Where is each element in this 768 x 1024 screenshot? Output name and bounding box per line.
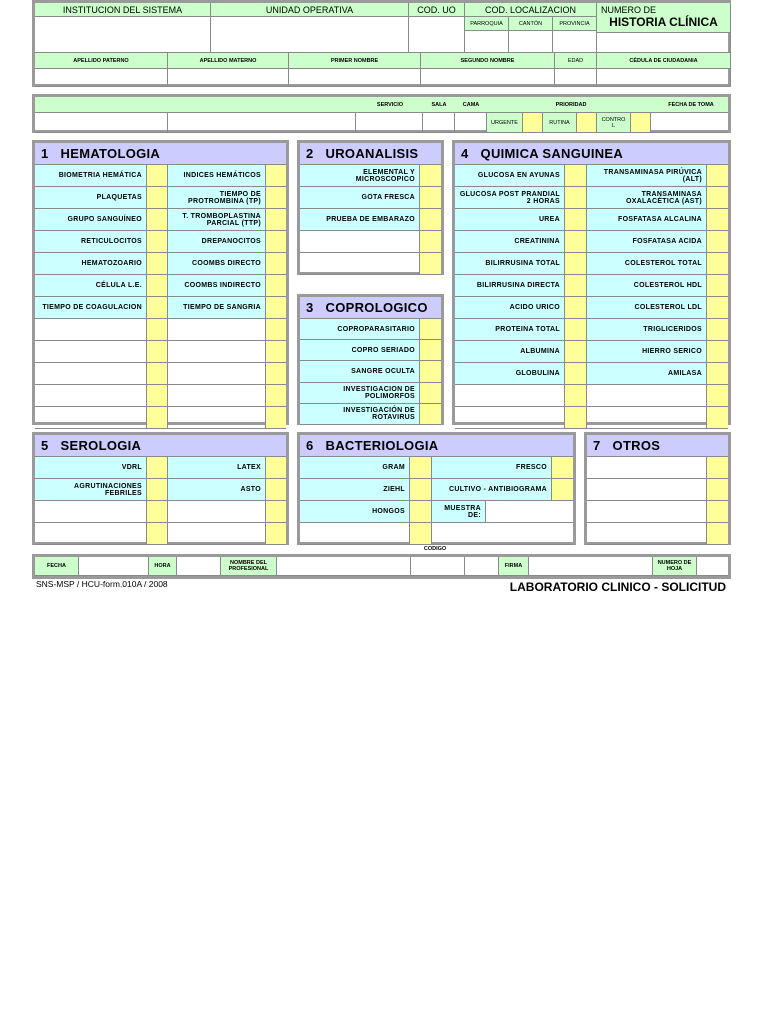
signature-block xyxy=(32,554,731,579)
test-checkbox-ziehl[interactable] xyxy=(410,479,432,501)
blank-test-field[interactable] xyxy=(587,479,707,501)
fecha-toma-label: FECHA DE TOMA xyxy=(668,102,714,108)
test-checkbox-agrutinaciones-febriles[interactable] xyxy=(147,479,168,501)
test-checkbox-gota-fresca[interactable] xyxy=(420,187,441,209)
cedula-field[interactable] xyxy=(597,69,731,87)
blank-test-field[interactable] xyxy=(587,523,707,545)
blank-checkbox[interactable] xyxy=(707,385,728,407)
blank-checkbox[interactable] xyxy=(707,501,728,523)
blank-checkbox[interactable] xyxy=(707,457,728,479)
servicio-field[interactable] xyxy=(356,113,423,133)
blank-test-field[interactable] xyxy=(35,501,147,523)
test-checkbox-indices-hematicos[interactable] xyxy=(266,165,286,187)
test-label-globulina: GLOBULINA xyxy=(455,363,565,385)
otros-title xyxy=(587,435,728,457)
blank-test-field[interactable] xyxy=(168,407,266,429)
test-label-coombs-indirecto: COOMBS INDIRECTO xyxy=(168,275,266,297)
blank-test-field[interactable] xyxy=(35,319,147,341)
test-checkbox-colesterol-total[interactable] xyxy=(707,253,728,275)
blank-checkbox[interactable] xyxy=(266,407,286,429)
test-label-asto: ASTO xyxy=(168,479,266,501)
test-label-latex: LATEX xyxy=(168,457,266,479)
muestra-de-field[interactable] xyxy=(486,501,573,523)
blank-test-field[interactable] xyxy=(168,523,266,545)
bacteriologia-section xyxy=(297,432,576,545)
test-checkbox-tiempo-de-protrombina-tp[interactable] xyxy=(266,187,286,209)
test-label-colesterol-total: COLESTEROL TOTAL xyxy=(587,253,707,275)
blank-test-field[interactable] xyxy=(455,407,565,429)
form-code: SNS-MSP / HCU-form.010A / 2008 xyxy=(36,579,168,589)
apellido-materno-field[interactable] xyxy=(168,69,289,87)
nombre-profesional-label: NOMBRE DEL PROFESIONAL xyxy=(221,557,277,576)
codigo-field[interactable] xyxy=(411,557,465,576)
test-checkbox-grupo-sanguineo[interactable] xyxy=(147,209,168,231)
test-checkbox-hongos[interactable] xyxy=(410,501,432,523)
test-label-transaminasa-oxalacetica-ast: TRANSAMINASA OXALACÉTICA (AST) xyxy=(587,187,707,209)
test-checkbox-t-tromboplastina-parcial-ttp[interactable] xyxy=(266,209,286,231)
parroquia-field[interactable] xyxy=(465,31,509,53)
numero-de-label: NUMERO DE xyxy=(601,5,657,15)
edad-field[interactable] xyxy=(555,69,597,87)
uroanalisis-section xyxy=(297,140,444,275)
blank-checkbox[interactable] xyxy=(565,407,587,429)
coprologico-title xyxy=(300,297,441,319)
blank-checkbox[interactable] xyxy=(147,363,168,385)
blank-checkbox[interactable] xyxy=(266,501,286,523)
test-label-fosfatasa-acida: FOSFATASA ACIDA xyxy=(587,231,707,253)
test-label-copro-seriado: COPRO SERIADO xyxy=(300,340,420,361)
test-checkbox-investigacion-de-rotavirus[interactable] xyxy=(420,404,441,425)
unidad-label: UNIDAD OPERATIVA xyxy=(211,3,409,17)
test-label-colesterol-ldl: COLESTEROL LDL xyxy=(587,297,707,319)
blank-test-field[interactable] xyxy=(455,385,565,407)
blank-test-field[interactable] xyxy=(168,341,266,363)
test-checkbox-amilasa[interactable] xyxy=(707,363,728,385)
blank-test-field[interactable] xyxy=(35,341,147,363)
test-checkbox-elemental-y-microscopico[interactable] xyxy=(420,165,441,187)
test-label-biometria-hematica: BIOMETRIA HEMÁTICA xyxy=(35,165,147,187)
test-checkbox-gram[interactable] xyxy=(410,457,432,479)
section-number: 7 xyxy=(593,438,601,453)
quimica-section xyxy=(452,140,731,425)
test-label-hongos: HONGOS xyxy=(300,501,410,523)
test-checkbox-vdrl[interactable] xyxy=(147,457,168,479)
blank-test-field[interactable] xyxy=(35,523,147,545)
rutina-label: RUTINA xyxy=(543,113,577,133)
test-label-ziehl: ZIEHL xyxy=(300,479,410,501)
blank-checkbox[interactable] xyxy=(147,319,168,341)
test-label-acido-urico: ACIDO URICO xyxy=(455,297,565,319)
section-title-text: UROANALISIS xyxy=(325,146,419,161)
test-label-investigacion-de-rotavirus: INVESTIGACIÓN DE ROTAVIRUS xyxy=(300,404,420,425)
canton-label: CANTÓN xyxy=(509,17,553,31)
codigo-field-b[interactable] xyxy=(465,557,499,576)
institucion-field[interactable] xyxy=(35,17,211,53)
test-checkbox-fosfatasa-acida[interactable] xyxy=(707,231,728,253)
test-label-fresco: FRESCO xyxy=(432,457,552,479)
test-label-bilirrusina-directa: BILIRRUSINA DIRECTA xyxy=(455,275,565,297)
test-label-elemental-y-microscopico: ELEMENTAL Y MICROSCOPICO xyxy=(300,165,420,187)
test-label-investigacion-de-polimorfos: INVESTIGACION DE POLIMORFOS xyxy=(300,383,420,404)
test-label-glucosa-post-prandial-2-horas: GLUCOSA POST PRANDIAL 2 HORAS xyxy=(455,187,565,209)
blank-test-field[interactable] xyxy=(587,457,707,479)
historia-clinica-label: HISTORIA CLÍNICA xyxy=(609,15,718,29)
service-field-b[interactable] xyxy=(168,113,356,133)
section-title-text: BACTERIOLOGIA xyxy=(325,438,439,453)
test-label-tiempo-de-coagulacion: TIEMPO DE COAGULACION xyxy=(35,297,147,319)
test-checkbox-glucosa-en-ayunas[interactable] xyxy=(565,165,587,187)
blank-checkbox[interactable] xyxy=(147,407,168,429)
control-checkbox[interactable] xyxy=(631,113,651,133)
blank-test-field[interactable] xyxy=(35,407,147,429)
test-checkbox-copro-seriado[interactable] xyxy=(420,340,441,361)
section-title-text: HEMATOLOGIA xyxy=(60,146,161,161)
blank-checkbox[interactable] xyxy=(266,319,286,341)
serologia-section xyxy=(32,432,289,545)
test-label-reticulocitos: RETICULOCITOS xyxy=(35,231,147,253)
section-title-text: QUIMICA SANGUINEA xyxy=(480,146,624,161)
test-checkbox-celula-l-e[interactable] xyxy=(147,275,168,297)
blank-test-field[interactable] xyxy=(587,501,707,523)
quimica-title xyxy=(455,143,728,165)
servicio-label: SERVICIO xyxy=(376,102,404,108)
blank-checkbox[interactable] xyxy=(707,479,728,501)
provincia-field[interactable] xyxy=(553,31,597,53)
test-label-tiempo-de-protrombina-tp: TIEMPO DE PROTROMBINA (TP) xyxy=(168,187,266,209)
unidad-field[interactable] xyxy=(211,17,409,53)
test-label-plaquetas: PLAQUETAS xyxy=(35,187,147,209)
cedula-label: CÉDULA DE CIUDADANIA xyxy=(597,53,731,69)
fecha-label: FECHA xyxy=(35,557,79,576)
section-title-text: OTROS xyxy=(612,438,661,453)
test-label-proteina-total: PROTEINA TOTAL xyxy=(455,319,565,341)
test-label-transaminasa-piruvica-alt: TRANSAMINASA PIRÚVICA (ALT) xyxy=(587,165,707,187)
blank-test-field[interactable] xyxy=(35,363,147,385)
blank-checkbox[interactable] xyxy=(147,501,168,523)
test-checkbox-investigacion-de-polimorfos[interactable] xyxy=(420,383,441,404)
test-checkbox-creatinina[interactable] xyxy=(565,231,587,253)
test-label-glucosa-en-ayunas: GLUCOSA EN AYUNAS xyxy=(455,165,565,187)
test-label-coproparasitario: COPROPARASITARIO xyxy=(300,319,420,340)
blank-checkbox[interactable] xyxy=(565,385,587,407)
test-checkbox-tiempo-de-coagulacion[interactable] xyxy=(147,297,168,319)
test-label-fosfatasa-alcalina: FOSFATASA ALCALINA xyxy=(587,209,707,231)
blank-checkbox[interactable] xyxy=(410,523,432,545)
section-number: 3 xyxy=(306,300,314,315)
test-checkbox-coproparasitario[interactable] xyxy=(420,319,441,340)
test-checkbox-colesterol-ldl[interactable] xyxy=(707,297,728,319)
blank-checkbox[interactable] xyxy=(147,341,168,363)
historia-clinica-field[interactable] xyxy=(597,33,731,53)
blank-checkbox[interactable] xyxy=(707,407,728,429)
blank-test-field[interactable] xyxy=(300,253,420,275)
blank-checkbox[interactable] xyxy=(420,253,441,275)
blank-test-field[interactable] xyxy=(168,501,266,523)
section-number: 1 xyxy=(41,146,49,161)
urgente-label: URGENTE xyxy=(487,113,523,133)
primer-nombre-label: PRIMER NOMBRE xyxy=(289,53,421,69)
test-label-t-tromboplastina-parcial-ttp: T. TROMBOPLASTINA PARCIAL (TTP) xyxy=(168,209,266,231)
test-label-celula-l-e: CÉLULA L.E. xyxy=(35,275,147,297)
fecha-toma-field[interactable] xyxy=(651,113,728,133)
firma-label: FIRMA xyxy=(499,557,529,576)
test-label-grupo-sanguineo: GRUPO SANGUÍNEO xyxy=(35,209,147,231)
test-label-gota-fresca: GOTA FRESCA xyxy=(300,187,420,209)
segundo-nombre-label: SEGUNDO NOMBRE xyxy=(421,53,555,69)
fecha-field[interactable] xyxy=(79,557,149,576)
cod-localizacion-label: COD. LOCALIZACION xyxy=(465,3,597,17)
test-checkbox-sangre-oculta[interactable] xyxy=(420,361,441,382)
hora-field[interactable] xyxy=(177,557,221,576)
test-checkbox-transaminasa-piruvica-alt[interactable] xyxy=(707,165,728,187)
test-label-albumina: ALBUMINA xyxy=(455,341,565,363)
blank-test-field[interactable] xyxy=(300,523,410,545)
blank-checkbox[interactable] xyxy=(266,385,286,407)
test-checkbox-acido-urico[interactable] xyxy=(565,297,587,319)
test-checkbox-asto[interactable] xyxy=(266,479,286,501)
section-title-text: COPROLOGICO xyxy=(325,300,428,315)
test-checkbox-drepanocitos[interactable] xyxy=(266,231,286,253)
nombre-profesional-field[interactable] xyxy=(277,557,411,576)
test-label-indices-hematicos: INDICES HEMÁTICOS xyxy=(168,165,266,187)
apellido-paterno-field[interactable] xyxy=(35,69,168,87)
test-label-trigliceridos: TRIGLICERIDOS xyxy=(587,319,707,341)
urgente-checkbox[interactable] xyxy=(523,113,543,133)
uroanalisis-title xyxy=(300,143,441,165)
institucion-label: INSTITUCION DEL SISTEMA xyxy=(35,3,211,17)
parroquia-label: PARROQUIA xyxy=(465,17,509,31)
blank-test-field[interactable] xyxy=(168,319,266,341)
test-checkbox-globulina[interactable] xyxy=(565,363,587,385)
apellido-paterno-label: APELLIDO PATERNO xyxy=(35,53,168,69)
test-checkbox-tiempo-de-sangria[interactable] xyxy=(266,297,286,319)
coprologico-section xyxy=(297,294,444,425)
test-label-prueba-de-embarazo: PRUEBA DE EMBARAZO xyxy=(300,209,420,231)
numero-hoja-field[interactable] xyxy=(697,557,728,576)
test-checkbox-transaminasa-oxalacetica-ast[interactable] xyxy=(707,187,728,209)
test-label-cultivo-antibiograma: CULTIVO - ANTIBIOGRAMA xyxy=(432,479,552,501)
test-label-hierro-serico: HIERRO SERICO xyxy=(587,341,707,363)
test-checkbox-coombs-directo[interactable] xyxy=(266,253,286,275)
test-label-drepanocitos: DREPANOCITOS xyxy=(168,231,266,253)
test-checkbox-fosfatasa-alcalina[interactable] xyxy=(707,209,728,231)
blank-test-field[interactable] xyxy=(168,363,266,385)
firma-field[interactable] xyxy=(529,557,653,576)
blank-test-field[interactable] xyxy=(300,231,420,253)
test-label-vdrl: VDRL xyxy=(35,457,147,479)
test-label-sangre-oculta: SANGRE OCULTA xyxy=(300,361,420,382)
blank-checkbox[interactable] xyxy=(420,231,441,253)
test-checkbox-plaquetas[interactable] xyxy=(147,187,168,209)
test-label-creatinina: CREATININA xyxy=(455,231,565,253)
primer-nombre-field[interactable] xyxy=(289,69,421,87)
test-checkbox-biometria-hematica[interactable] xyxy=(147,165,168,187)
serologia-title xyxy=(35,435,286,457)
segundo-nombre-field[interactable] xyxy=(421,69,555,87)
section-number: 2 xyxy=(306,146,314,161)
test-checkbox-proteina-total[interactable] xyxy=(565,319,587,341)
section-number: 4 xyxy=(461,146,469,161)
blank-checkbox[interactable] xyxy=(266,341,286,363)
canton-field[interactable] xyxy=(509,31,553,53)
test-checkbox-reticulocitos[interactable] xyxy=(147,231,168,253)
test-label-amilasa: AMILASA xyxy=(587,363,707,385)
numero-hoja-label: NUMERO DE HOJA xyxy=(653,557,697,576)
cod-uo-label: COD. UO xyxy=(409,3,465,17)
section-number: 5 xyxy=(41,438,49,453)
test-checkbox-coombs-indirecto[interactable] xyxy=(266,275,286,297)
cod-uo-field[interactable] xyxy=(409,17,465,53)
apellido-materno-label: APELLIDO MATERNO xyxy=(168,53,289,69)
blank-test-field[interactable] xyxy=(168,385,266,407)
test-checkbox-colesterol-hdl[interactable] xyxy=(707,275,728,297)
edad-label: EDAD xyxy=(555,53,597,69)
service-block xyxy=(32,94,731,133)
blank-checkbox[interactable] xyxy=(147,385,168,407)
test-checkbox-prueba-de-embarazo[interactable] xyxy=(420,209,441,231)
section-title-text: SEROLOGIA xyxy=(60,438,142,453)
test-label-bilirrusina-total: BILIRRUSINA TOTAL xyxy=(455,253,565,275)
blank-test-field[interactable] xyxy=(587,385,707,407)
bacteriologia-title xyxy=(300,435,573,457)
test-checkbox-trigliceridos[interactable] xyxy=(707,319,728,341)
provincia-label: PROVINCIA xyxy=(553,17,597,31)
blank-test-field[interactable] xyxy=(35,385,147,407)
hematologia-section xyxy=(32,140,289,425)
blank-checkbox[interactable] xyxy=(266,523,286,545)
codigo-label: CODIGO xyxy=(423,546,447,552)
test-checkbox-bilirrusina-total[interactable] xyxy=(565,253,587,275)
cama-field[interactable] xyxy=(455,113,487,133)
test-label-gram: GRAM xyxy=(300,457,410,479)
blank-test-field[interactable] xyxy=(432,523,573,545)
otros-section xyxy=(584,432,731,545)
test-checkbox-hematozoario[interactable] xyxy=(147,253,168,275)
control-label: CONTRO L xyxy=(597,113,631,133)
test-label-agrutinaciones-febriles: AGRUTINACIONES FEBRILES xyxy=(35,479,147,501)
section-number: 6 xyxy=(306,438,314,453)
blank-checkbox[interactable] xyxy=(147,523,168,545)
test-checkbox-cultivo-antibiograma[interactable] xyxy=(552,479,573,501)
blank-checkbox[interactable] xyxy=(707,523,728,545)
test-label-tiempo-de-sangria: TIEMPO DE SANGRIA xyxy=(168,297,266,319)
form-title: LABORATORIO CLINICO - SOLICITUD xyxy=(509,580,726,594)
test-checkbox-albumina[interactable] xyxy=(565,341,587,363)
test-checkbox-fresco[interactable] xyxy=(552,457,573,479)
hematologia-title xyxy=(35,143,286,165)
test-checkbox-bilirrusina-directa[interactable] xyxy=(565,275,587,297)
test-checkbox-hierro-serico[interactable] xyxy=(707,341,728,363)
hora-label: HORA xyxy=(149,557,177,576)
test-label-urea: UREA xyxy=(455,209,565,231)
blank-test-field[interactable] xyxy=(587,407,707,429)
historia-clinica-header xyxy=(597,3,731,33)
test-checkbox-urea[interactable] xyxy=(565,209,587,231)
prioridad-label: PRIORIDAD xyxy=(555,102,587,108)
test-checkbox-glucosa-post-prandial-2-horas[interactable] xyxy=(565,187,587,209)
patient-header xyxy=(32,0,731,87)
rutina-checkbox[interactable] xyxy=(577,113,597,133)
sala-field[interactable] xyxy=(423,113,455,133)
sala-label: SALA xyxy=(431,102,447,108)
muestra-de-label: MUESTRA DE: xyxy=(432,501,486,523)
test-label-colesterol-hdl: COLESTEROL HDL xyxy=(587,275,707,297)
blank-checkbox[interactable] xyxy=(266,363,286,385)
cama-label: CAMA xyxy=(462,102,480,108)
test-label-hematozoario: HEMATOZOARIO xyxy=(35,253,147,275)
test-checkbox-latex[interactable] xyxy=(266,457,286,479)
service-field-a[interactable] xyxy=(35,113,168,133)
test-label-coombs-directo: COOMBS DIRECTO xyxy=(168,253,266,275)
